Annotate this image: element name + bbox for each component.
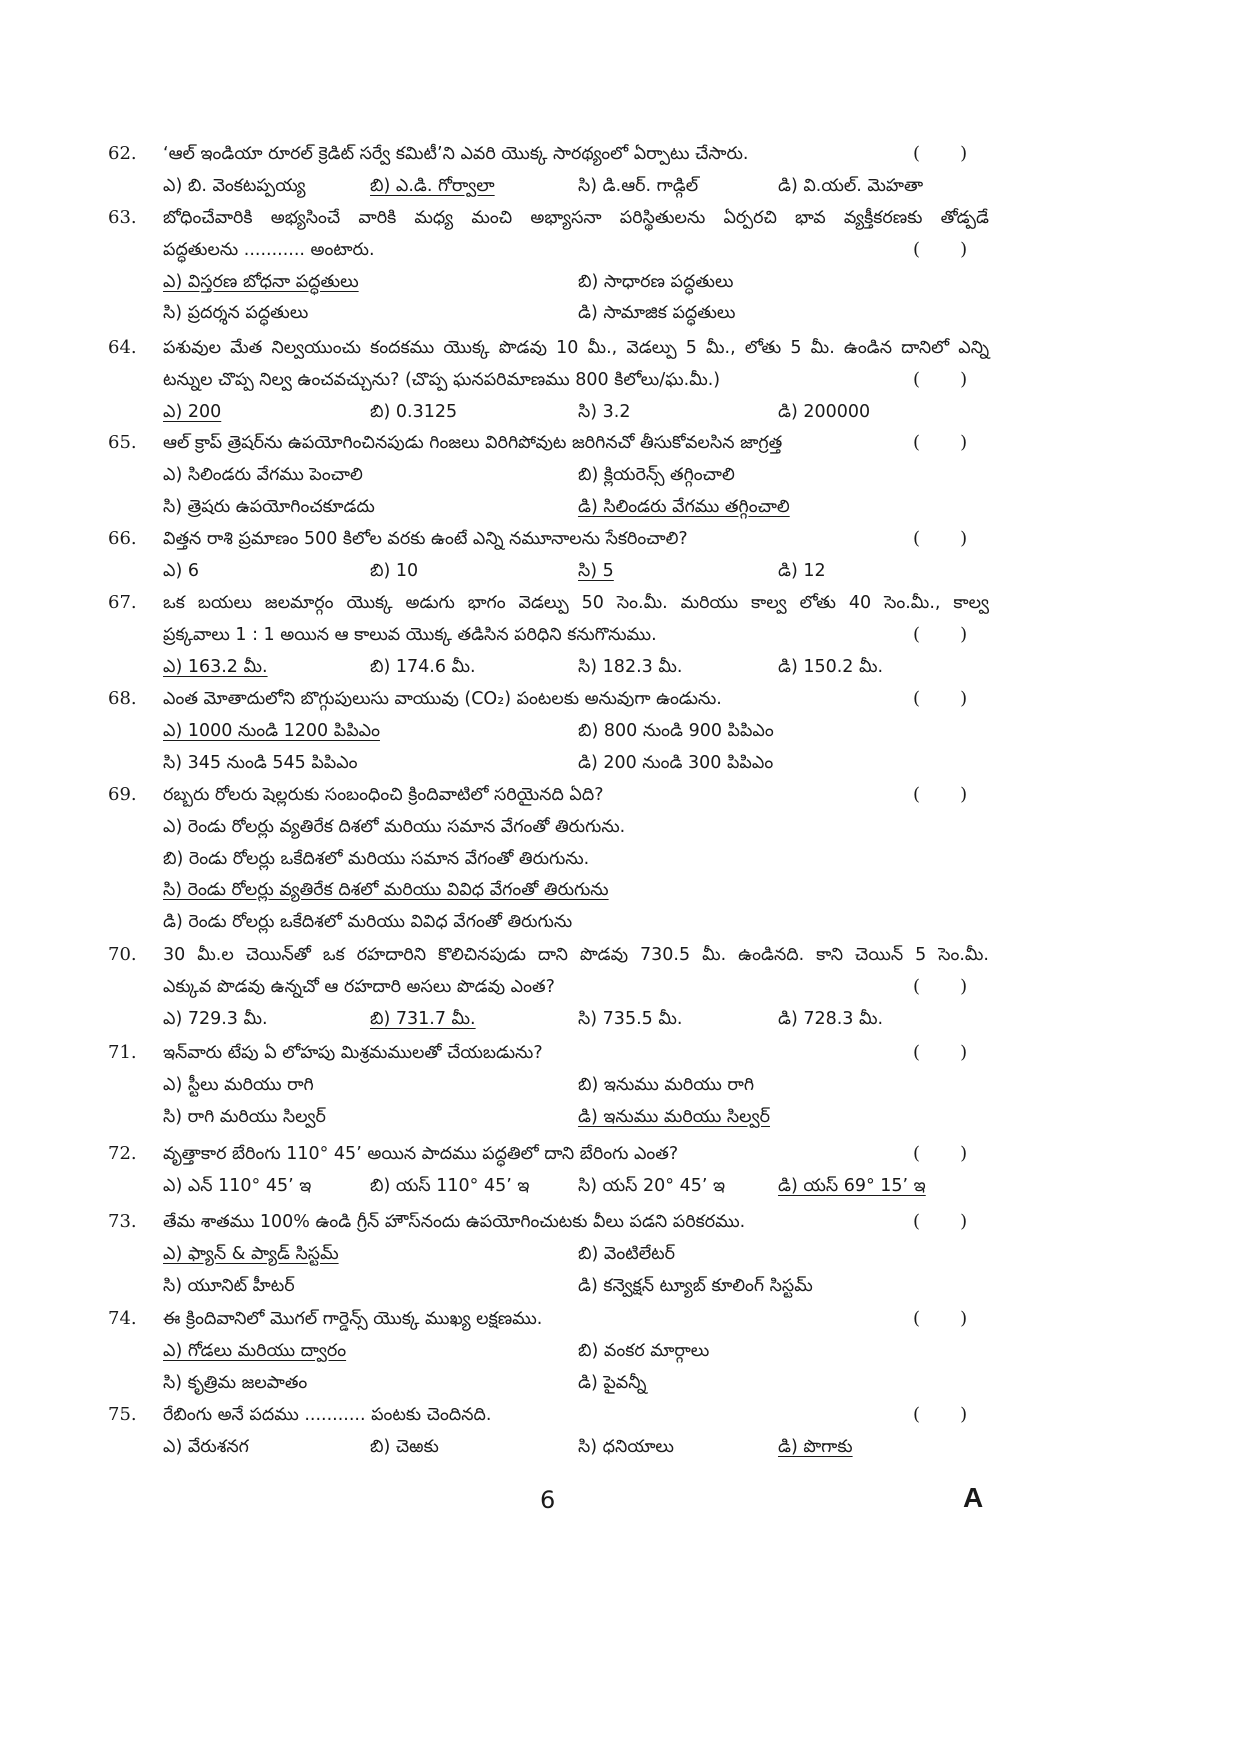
option-c: సి) కృత్రిమ జలపాతం: [163, 1372, 308, 1393]
answer-bracket: ( ): [913, 528, 968, 549]
option-c: సి) యస్ 20° 45’ ఇ: [578, 1175, 726, 1196]
answer-bracket: ( ): [913, 688, 968, 709]
answer-bracket: ( ): [913, 238, 968, 260]
option-d-correct: డి) యస్ 69° 15’ ఇ: [778, 1175, 926, 1196]
answer-bracket: ( ): [913, 1404, 968, 1425]
question-text-line: టన్నుల చొప్ప నిల్వ ఉంచవచ్చును? (చొప్ప ఘనపరిమాణము 800 కిలోలు/ఘ.మీ.): [163, 369, 721, 390]
question-number: 71.: [108, 1042, 137, 1063]
answer-bracket: ( ): [913, 1211, 968, 1232]
option-d: డి) రెండు రోలర్లు ఒకేదిశలో మరియు వివిధ వేగంతో తిరుగును: [163, 912, 573, 933]
option-a: ఎ) స్టీలు మరియు రాగి: [163, 1074, 314, 1095]
option-b: బి) 0.3125: [370, 401, 458, 422]
option-b: బి) 800 నుండి 900 పిపిఎం: [578, 720, 774, 741]
option-b: బి) 174.6 మీ.: [370, 656, 476, 677]
question-text-line: పశువుల మేత నిల్వయుంచు కందకము యొక్క పొడవు 10 మీ., వెడల్పు 5 మీ., లోతు 5 మీ. ఉండిన దానిలో ఎన్ని: [163, 338, 989, 358]
option-c: సి) డి.ఆర్. గాడ్గిల్: [578, 175, 699, 196]
option-d-correct: డి) ఇనుము మరియు సిల్వర్: [578, 1106, 770, 1127]
question-text-line: విత్తన రాశి ప్రమాణం 500 కిలోల వరకు ఉంటే ఎన్ని నమూనాలను సేకరించాలి?: [163, 529, 688, 549]
option-c: సి) ప్రదర్శన పద్ధతులు: [163, 303, 309, 324]
option-a: ఎ) ఎన్ 110° 45’ ఇ: [163, 1175, 312, 1196]
answer-bracket: ( ): [913, 784, 968, 805]
option-a: ఎ) వేరుశనగ: [163, 1436, 249, 1457]
option-d: డి) 12: [778, 560, 826, 581]
question-text-line: 30 మీ.ల చెయిన్‌తో ఒక రహదారిని కొలిచినపుడు దాని పొడవు 730.5 మీ. ఉండినది. కాని చెయిన్ 5 సెం.మీ.: [163, 945, 989, 965]
question-text-line: ప్రక్కవాలు 1 : 1 అయిన ఆ కాలువ యొక్క తడిసిన పరిధిని కనుగొనుము.: [163, 624, 657, 645]
option-d: డి) 200000: [778, 401, 871, 422]
option-d: డి) 728.3 మీ.: [778, 1008, 884, 1029]
question-text-line: ఇన్‌వారు టేపు ఏ లోహపు మిశ్రమములతో చేయబడును?: [163, 1043, 543, 1063]
booklet-code: A: [963, 1482, 984, 1513]
option-b: బి) వెంటిలేటర్: [578, 1243, 676, 1264]
question-text-line: రబ్బరు రోలరు షెల్లరుకు సంబంధించి క్రిందివాటిలో సరియైనది ఏది?: [163, 785, 604, 805]
question-text-line: ‘ఆల్ ఇండియా రూరల్ క్రెడిట్ సర్వే కమిటీ’ని ఎవరి యొక్క సారథ్యంలో ఏర్పాటు చేసారు.: [163, 144, 749, 164]
option-c-correct: సి) రెండు రోలర్లు వ్యతిరేక దిశలో మరియు వివిధ వేగంతో తిరుగును: [163, 880, 609, 901]
option-c: సి) 182.3 మీ.: [578, 656, 683, 677]
option-b-correct: బి) ఎ.డి. గోర్వాలా: [370, 175, 495, 196]
option-d: డి) కన్వెక్షన్ ట్యూబ్ కూలింగ్ సిస్టమ్: [578, 1275, 813, 1296]
question-text-line: ఒక బయలు జలమార్గం యొక్క అడుగు భాగం వెడల్పు 50 సెం.మీ. మరియు కాల్వ లోతు 40 సెం.మీ., కాల్వ: [163, 593, 989, 613]
option-a-correct: ఎ) 200: [163, 401, 222, 422]
option-d: డి) పైవన్నీ: [578, 1372, 647, 1393]
option-b: బి) ఇనుము మరియు రాగి: [578, 1074, 755, 1095]
option-a: ఎ) 6: [163, 560, 199, 581]
answer-bracket: ( ): [913, 1042, 968, 1063]
option-a-correct: ఎ) విస్తరణ బోధనా పద్ధతులు: [163, 271, 359, 292]
question-text-line: ఆల్ క్రాప్ త్రెషర్‌ను ఉపయోగించినపుడు గింజలు విరిగిపోవుట జరిగినచో తీసుకోవలసిన జాగ్రత్త: [163, 433, 783, 453]
question-number: 66.: [108, 528, 137, 549]
question-text-line: బోధించేవారికి అభ్యసించే వారికి మధ్య మంచి అభ్యాసనా పరిస్థితులను ఏర్పరచి భావ వ్యక్తీకరణకు తోడ్పడే: [163, 208, 989, 228]
option-a: ఎ) బి. వెంకటప్పయ్య: [163, 175, 306, 196]
option-b: బి) చెఱకు: [370, 1436, 439, 1457]
question-text-line: తేమ శాతము 100% ఉండి గ్రీన్ హౌస్‌నందు ఉపయోగించుటకు వీలు పడని పరికరము.: [163, 1212, 746, 1232]
question-number: 72.: [108, 1143, 137, 1164]
question-number: 70.: [108, 944, 137, 965]
question-text-line: ఈ క్రిందివానిలో మొగల్ గార్డెన్స్ యొక్క ముఖ్య లక్షణము.: [163, 1309, 543, 1329]
question-text-line: ఎంత మోతాదులోని బొగ్గుపులుసు వాయువు (CO₂) పంటలకు అనువుగా ఉండును.: [163, 689, 722, 709]
option-a: ఎ) సిలిండరు వేగము పెంచాలి: [163, 464, 363, 485]
option-c: సి) యూనిట్ హీటర్: [163, 1275, 295, 1296]
option-b-correct: బి) 731.7 మీ.: [370, 1008, 476, 1029]
answer-bracket: ( ): [913, 1143, 968, 1164]
option-b: బి) యస్ 110° 45’ ఇ: [370, 1175, 530, 1196]
option-b: బి) వంకర మార్గాలు: [578, 1340, 710, 1361]
option-d: డి) వి.యల్. మెహతా: [778, 175, 924, 196]
answer-bracket: ( ): [913, 975, 968, 997]
question-number: 74.: [108, 1308, 137, 1329]
answer-bracket: ( ): [913, 623, 968, 645]
option-d: డి) 150.2 మీ.: [778, 656, 884, 677]
question-number: 75.: [108, 1404, 137, 1425]
option-b: బి) 10: [370, 560, 419, 581]
option-d-correct: డి) పొగాకు: [778, 1436, 853, 1457]
question-number: 64.: [108, 337, 137, 358]
option-a: ఎ) 729.3 మీ.: [163, 1008, 268, 1029]
question-text-line: వృత్తాకార బేరింగు 110° 45’ అయిన పాదము పద్ధతిలో దాని బేరింగు ఎంత?: [163, 1144, 679, 1164]
option-a-correct: ఎ) గోడలు మరియు ద్వారం: [163, 1340, 347, 1361]
question-text-line: ఎక్కువ పొడవు ఉన్నచో ఆ రహదారి అసలు పొడవు ఎంత?: [163, 976, 555, 997]
answer-bracket: ( ): [913, 432, 968, 453]
option-d: డి) సామాజిక పద్ధతులు: [578, 303, 736, 324]
question-number: 67.: [108, 592, 137, 613]
option-c: సి) 345 నుండి 545 పిపిఎం: [163, 752, 358, 773]
question-number: 62.: [108, 143, 137, 164]
option-a-correct: ఎ) ఫ్యాన్ & ప్యాడ్ సిస్టమ్: [163, 1243, 339, 1264]
answer-bracket: ( ): [913, 143, 968, 164]
option-a: ఎ) రెండు రోలర్లు వ్యతిరేక దిశలో మరియు సమాన వేగంతో తిరుగును.: [163, 816, 626, 837]
answer-bracket: ( ): [913, 1308, 968, 1329]
option-d: డి) 200 నుండి 300 పిపిఎం: [578, 752, 774, 773]
option-c: సి) రాగి మరియు సిల్వర్: [163, 1106, 326, 1127]
option-b: బి) క్లియరెన్స్ తగ్గించాలి: [578, 464, 735, 485]
question-number: 68.: [108, 688, 137, 709]
question-number: 73.: [108, 1211, 137, 1232]
question-number: 69.: [108, 784, 137, 805]
option-c: సి) 735.5 మీ.: [578, 1008, 683, 1029]
option-c: సి) 3.2: [578, 401, 631, 422]
option-b: బి) రెండు రోలర్లు ఒకేదిశలో మరియు సమాన వేగంతో తిరుగును.: [163, 848, 590, 869]
option-c-correct: సి) 5: [578, 560, 614, 581]
question-number: 65.: [108, 432, 137, 453]
question-text-line: పద్ధతులను ........... అంటారు.: [163, 239, 375, 260]
page-number: 6: [540, 1486, 556, 1514]
answer-bracket: ( ): [913, 368, 968, 390]
option-b: బి) సాధారణ పద్ధతులు: [578, 271, 734, 292]
option-d-correct: డి) సిలిండరు వేగము తగ్గించాలి: [578, 496, 790, 517]
option-a-correct: ఎ) 163.2 మీ.: [163, 656, 268, 677]
question-number: 63.: [108, 207, 137, 228]
option-c: సి) ధనియాలు: [578, 1436, 674, 1457]
option-a-correct: ఎ) 1000 నుండి 1200 పిపిఎం: [163, 720, 380, 741]
question-text-line: రేబింగు అనే పదము ........... పంటకు చెందినది.: [163, 1405, 492, 1425]
option-c: సి) త్రెషరు ఉపయోగించకూడదు: [163, 496, 375, 517]
